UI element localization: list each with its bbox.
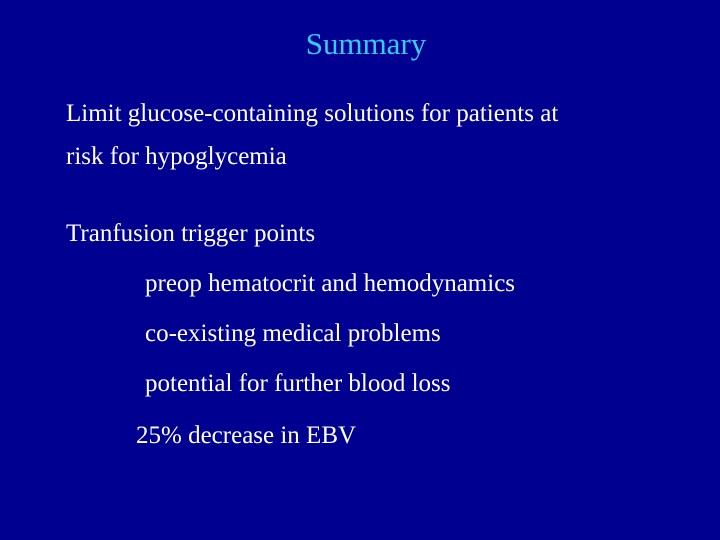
trigger-point-item: co-existing medical problems xyxy=(145,320,441,347)
transfusion-heading: Tranfusion trigger points xyxy=(66,220,316,247)
trigger-point-item: potential for further blood loss xyxy=(145,370,451,397)
trigger-point-item: preop hematocrit and hemodynamics xyxy=(145,270,516,297)
trigger-point-item: 25% decrease in EBV xyxy=(136,422,357,449)
summary-text-line-1: Limit glucose-containing solutions for patients at xyxy=(66,100,559,127)
slide-title: Summary xyxy=(305,26,427,61)
summary-text-line-2: risk for hypoglycemia xyxy=(66,143,287,170)
